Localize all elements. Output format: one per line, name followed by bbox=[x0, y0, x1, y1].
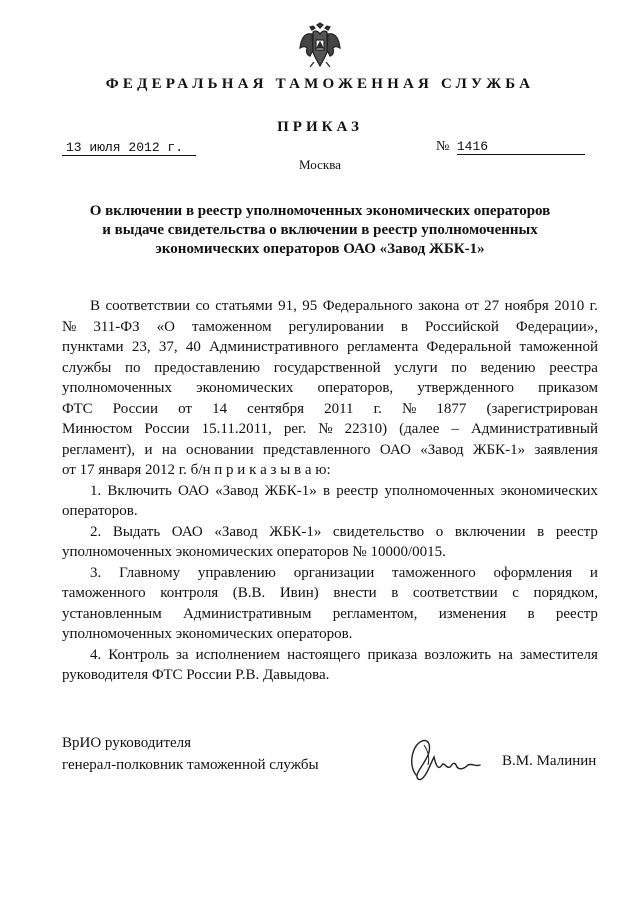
body-line bbox=[62, 522, 598, 543]
word: на bbox=[498, 646, 513, 663]
word: в bbox=[537, 523, 545, 540]
word: службы bbox=[62, 359, 112, 376]
word: таможенном bbox=[191, 318, 272, 335]
title-line: О включении в реестр уполномоченных экономических операторов bbox=[89, 203, 551, 219]
word: ФТС bbox=[62, 400, 93, 417]
word: (В.В. bbox=[232, 585, 266, 601]
title-line: и выдаче свидетельства о включении в реестр уполномоченных bbox=[102, 222, 538, 238]
word: государственной bbox=[273, 359, 381, 376]
word: утвержденного bbox=[417, 380, 515, 396]
word: сентября bbox=[247, 400, 304, 417]
order-title bbox=[60, 202, 580, 259]
word: таможенной bbox=[519, 339, 598, 355]
word: Федеральной bbox=[426, 339, 512, 355]
word: предоставлению bbox=[154, 359, 261, 376]
document-type: ПРИКАЗ bbox=[277, 119, 363, 135]
word: Включить bbox=[107, 482, 172, 499]
word: 2. bbox=[90, 523, 102, 540]
word: «Завод bbox=[420, 441, 464, 458]
line-text: операторов. bbox=[62, 503, 138, 519]
word: «Завод bbox=[214, 523, 258, 540]
word: соответствии bbox=[412, 585, 498, 601]
signatory-name: В.М. Малинин bbox=[502, 753, 597, 769]
coat-of-arms-icon bbox=[298, 22, 342, 70]
word: статьями bbox=[215, 298, 273, 314]
body-line bbox=[62, 460, 598, 481]
word: рег. bbox=[283, 421, 307, 437]
word: Административным bbox=[183, 605, 312, 622]
body-line bbox=[62, 317, 598, 338]
position-line: генерал-полковник таможенной службы bbox=[62, 757, 319, 773]
word: уполномоченных bbox=[62, 380, 172, 396]
word: реестра bbox=[549, 359, 598, 376]
body-line bbox=[62, 378, 598, 399]
line-text: уполномоченных экономических операторов № 10000/0015. bbox=[62, 544, 446, 560]
word: регулировании bbox=[288, 318, 384, 335]
word: Выдать bbox=[112, 523, 161, 540]
word: экономических bbox=[196, 380, 294, 396]
word: ОАО bbox=[379, 441, 411, 458]
line-text: руководителя ФТС России Р.В. Давыдова. bbox=[62, 667, 330, 683]
word: свидетельство bbox=[332, 523, 425, 540]
word: Административный bbox=[470, 421, 598, 437]
word: таможенного bbox=[392, 564, 476, 581]
word: в bbox=[400, 318, 408, 335]
word: порядком, bbox=[533, 585, 598, 601]
city: Москва bbox=[299, 157, 341, 172]
word: пунктами bbox=[62, 339, 124, 355]
number-prefix: № bbox=[436, 139, 450, 154]
word: закона bbox=[418, 298, 460, 314]
body-line bbox=[62, 481, 598, 502]
word: в bbox=[322, 482, 331, 499]
word: со bbox=[195, 298, 210, 314]
word: «О bbox=[156, 318, 175, 335]
word: Административного bbox=[209, 339, 339, 355]
line-text: от 17 января 2012 г. б/н п р и к а з ы в а ю: bbox=[62, 462, 331, 478]
word: ноября bbox=[504, 298, 549, 314]
word: таможенного bbox=[62, 585, 146, 601]
word: 1. bbox=[90, 482, 102, 499]
word: Федерального bbox=[322, 298, 413, 314]
body-line bbox=[62, 542, 598, 563]
word: 27 bbox=[484, 298, 500, 314]
word: 1877 bbox=[436, 400, 467, 417]
number-value: 1416 bbox=[457, 140, 585, 155]
word: 4. bbox=[90, 646, 102, 663]
body-line bbox=[62, 337, 598, 358]
word: – bbox=[451, 421, 459, 437]
word: и bbox=[144, 441, 153, 458]
title-line: экономических операторов ОАО «Завод ЖБК-1» bbox=[155, 241, 485, 257]
word: 2011 bbox=[324, 400, 354, 417]
word: с bbox=[512, 585, 519, 601]
word: 14 bbox=[212, 400, 228, 417]
word: и bbox=[589, 564, 598, 581]
word: Российской bbox=[424, 318, 499, 335]
word: от bbox=[464, 298, 479, 314]
word: России bbox=[144, 421, 190, 437]
word: ведению bbox=[480, 359, 536, 376]
word: представленного bbox=[263, 441, 371, 458]
word: 91, bbox=[278, 298, 297, 314]
word: Минюстом bbox=[62, 421, 133, 437]
word: по bbox=[125, 359, 141, 376]
word: от bbox=[178, 400, 192, 417]
word: контроля bbox=[160, 585, 219, 601]
body-line bbox=[62, 645, 598, 666]
body-line bbox=[62, 296, 598, 317]
word: России bbox=[112, 400, 158, 417]
body-line bbox=[62, 399, 598, 420]
word: управлению bbox=[197, 564, 276, 581]
word: В bbox=[90, 298, 101, 314]
word: регламентом, bbox=[332, 605, 418, 622]
word: г. bbox=[373, 400, 382, 417]
word: изменения bbox=[438, 605, 507, 622]
word: 2010 bbox=[554, 298, 585, 314]
word: Главному bbox=[119, 564, 181, 581]
word: 40 bbox=[185, 339, 201, 355]
word: услуги bbox=[394, 359, 438, 376]
word: по bbox=[451, 359, 467, 376]
line-text: уполномоченных экономических операторов. bbox=[62, 626, 353, 642]
word: экономических bbox=[500, 482, 598, 499]
word: основании bbox=[185, 441, 254, 458]
signatory-position bbox=[62, 732, 319, 776]
word: соответствии bbox=[105, 298, 191, 314]
word: ЖБК-1» bbox=[473, 441, 526, 458]
word: Федерации», bbox=[515, 318, 598, 335]
word: 3. bbox=[90, 564, 102, 581]
body-line bbox=[62, 563, 598, 584]
order-body bbox=[62, 296, 598, 686]
word: возложить bbox=[424, 646, 492, 663]
word: в bbox=[527, 605, 535, 622]
word: Ивин) bbox=[279, 585, 319, 601]
word: приказом bbox=[538, 380, 598, 396]
order-date: 13 июля 2012 г. bbox=[62, 141, 196, 156]
body-line bbox=[62, 665, 598, 686]
word: 37, bbox=[158, 339, 178, 355]
word: 23, bbox=[131, 339, 151, 355]
word: «Завод bbox=[215, 482, 259, 499]
word: о bbox=[435, 523, 444, 540]
agency-name: ФЕДЕРАЛЬНАЯ ТАМОЖЕННАЯ СЛУЖБА bbox=[105, 76, 535, 92]
word: ОАО bbox=[171, 523, 203, 540]
word: № bbox=[318, 421, 333, 437]
handwritten-signature bbox=[404, 735, 484, 785]
body-line bbox=[62, 440, 598, 461]
body-line bbox=[62, 419, 598, 440]
word: установленным bbox=[62, 605, 162, 622]
word: заявления bbox=[534, 441, 598, 458]
body-line bbox=[62, 604, 598, 625]
word: ОАО bbox=[177, 482, 209, 499]
word: 311-ФЗ bbox=[93, 318, 140, 335]
word: 15.11.2011, bbox=[201, 421, 272, 437]
word: регламент), bbox=[62, 441, 136, 458]
body-line bbox=[62, 583, 598, 604]
body-line bbox=[62, 501, 598, 522]
word: ЖБК-1» bbox=[269, 523, 322, 540]
word: уполномоченных bbox=[384, 482, 495, 499]
word: включении bbox=[454, 523, 526, 540]
body-line bbox=[62, 358, 598, 379]
word: на bbox=[161, 441, 177, 458]
word: в bbox=[391, 585, 399, 601]
word: ЖБК-1» bbox=[264, 482, 317, 499]
word: организации bbox=[293, 564, 375, 581]
word: (зарегистрирован bbox=[486, 400, 598, 417]
word: 22310) bbox=[344, 421, 388, 437]
word: № bbox=[62, 318, 77, 335]
word: (далее bbox=[399, 421, 440, 437]
word: внести bbox=[333, 585, 377, 601]
word: за bbox=[176, 646, 189, 663]
word: реестр bbox=[555, 523, 598, 540]
word: настоящего bbox=[287, 646, 361, 663]
word: г. bbox=[589, 298, 598, 314]
word: № bbox=[402, 400, 417, 417]
word: оформления bbox=[493, 564, 573, 581]
word: реестр bbox=[336, 482, 379, 499]
word: исполнением bbox=[195, 646, 281, 663]
word: 95 bbox=[302, 298, 318, 314]
word: реестр bbox=[555, 605, 598, 622]
word: заместителя bbox=[519, 646, 598, 663]
body-line bbox=[62, 624, 598, 645]
position-line: ВрИО руководителя bbox=[62, 735, 192, 751]
order-number bbox=[436, 139, 585, 155]
word: Контроль bbox=[108, 646, 169, 663]
word: приказа bbox=[367, 646, 418, 663]
word: операторов, bbox=[317, 380, 394, 396]
word: регламента bbox=[347, 339, 419, 355]
